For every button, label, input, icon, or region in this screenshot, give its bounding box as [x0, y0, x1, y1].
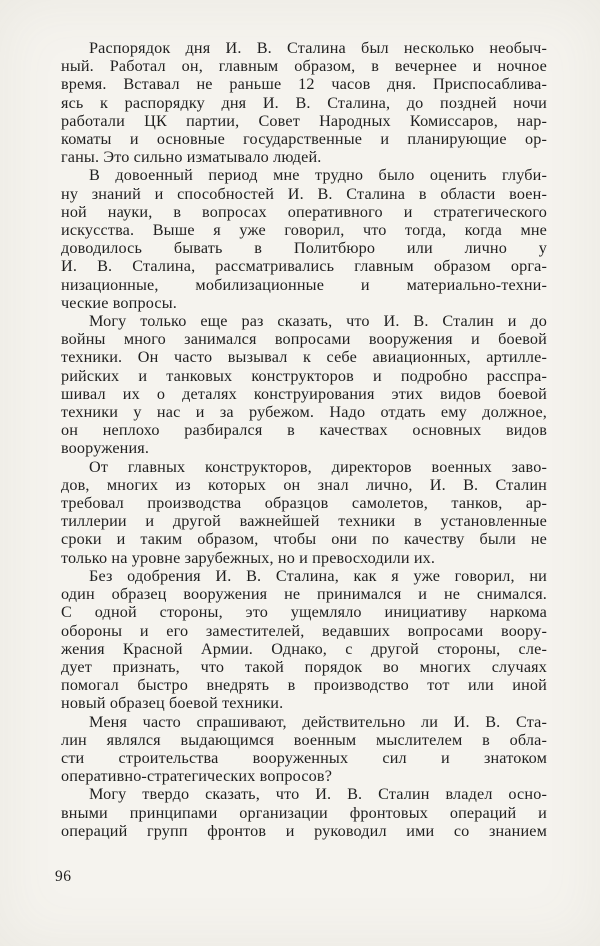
text-line: работали ЦК партии, Совет Народных Комиссаров, нар- [61, 111, 547, 130]
text-line: Могу твердо сказать, что И. В. Сталин владел осно- [89, 785, 547, 804]
paragraph [61, 39, 547, 166]
text-line: доводилось бывать в Политбюро или лично у [61, 239, 547, 258]
text-line: требовал производства образцов самолетов, танков, ар- [61, 494, 547, 513]
text-line: тиллерии и другой важнейшей техники в установленные [61, 512, 547, 531]
text-line: шивал их о деталях конструирования этих видов боевой [61, 384, 547, 403]
text-line: Без одобрения И. В. Сталина, как я уже говорил, ни [89, 566, 547, 585]
paragraph [61, 458, 547, 567]
text-line: новый образец боевой техники. [61, 694, 284, 713]
text-line: коматы и основные государственные и планирующие ор- [61, 130, 547, 149]
paragraph [61, 312, 547, 458]
text-line: войны много занимался вопросами вооружения и боевой [61, 330, 547, 349]
text-line: только на уровне зарубежных, но и превосходили их. [61, 548, 436, 567]
text-line: время. Вставал не раньше 12 часов дня. Приспосаблива- [61, 75, 547, 94]
text-line: техники. Он часто вызывал к себе авиационных, артилле- [61, 348, 547, 367]
text-line: оперативно-стратегических вопросов? [61, 767, 333, 786]
text-line: вооружения. [61, 439, 150, 458]
text-line: вными принципами организации фронтовых операций и [61, 803, 547, 822]
text-line: дов, многих из которых он знал лично, И. В. Сталин [61, 475, 547, 494]
text-line: рийских и танковых конструкторов и подробно расспра- [61, 366, 547, 385]
text-line: Меня часто спрашивают, действительно ли И. В. Ста- [89, 712, 547, 731]
paragraph [61, 166, 547, 312]
text-block [61, 39, 547, 840]
text-line: Распорядок дня И. В. Сталина был несколько необыч- [89, 39, 547, 57]
paragraph [61, 713, 547, 786]
page-number: 96 [55, 868, 72, 885]
text-line: жения Красной Армии. Однако, с другой стороны, сле- [61, 639, 547, 658]
text-line: ну знаний и способностей И. В. Сталина в области воен- [61, 184, 547, 203]
text-line: дует признать, что такой порядок во многих случаях [61, 657, 547, 676]
text-line: ясь к распорядку дня И. В. Сталина, до поздней ночи [61, 93, 547, 112]
text-line: помогал быстро внедрять в производство тот или иной [61, 676, 547, 695]
text-line: он неплохо разбирался в качествах основных видов [61, 421, 547, 440]
text-line: ганы. Это сильно изматывало людей. [61, 148, 322, 167]
text-line: ной науки, в вопросах оперативного и стратегического [61, 202, 547, 221]
text-line: С одной стороны, это ущемляло инициативу наркома [61, 603, 547, 622]
text-line: ный. Работал он, главным образом, в вечернее и ночное [61, 57, 547, 76]
paragraph [61, 567, 547, 713]
text-line: обороны и его заместителей, ведавших вопросами воору- [61, 621, 547, 640]
text-line: операций групп фронтов и руководил ими со знанием [61, 821, 547, 840]
text-line: От главных конструкторов, директоров военных заво- [89, 457, 547, 476]
text-line: сроки и таким образом, чтобы они по качеству были не [61, 530, 547, 549]
text-line: низационные, мобилизационные и материально-техни- [61, 275, 547, 294]
text-line: сти строительства вооруженных сил и знатоком [61, 748, 547, 767]
text-line: И. В. Сталина, рассматривались главным образом орга- [61, 257, 547, 276]
text-line: ческие вопросы. [61, 293, 177, 312]
text-line: В довоенный период мне трудно было оценить глуби- [89, 166, 547, 185]
text-line: лин являлся выдающимся военным мыслителем в обла- [61, 730, 547, 749]
text-line: один образец вооружения не принимался и не снимался. [61, 585, 547, 604]
text-line: искусства. Выше я уже говорил, что тогда, когда мне [61, 221, 547, 240]
text-line: Могу только еще раз сказать, что И. В. Сталин и до [89, 312, 547, 331]
paragraph [61, 785, 547, 840]
text-line: техники у нас и за рубежом. Надо отдать ему должное, [61, 403, 547, 422]
